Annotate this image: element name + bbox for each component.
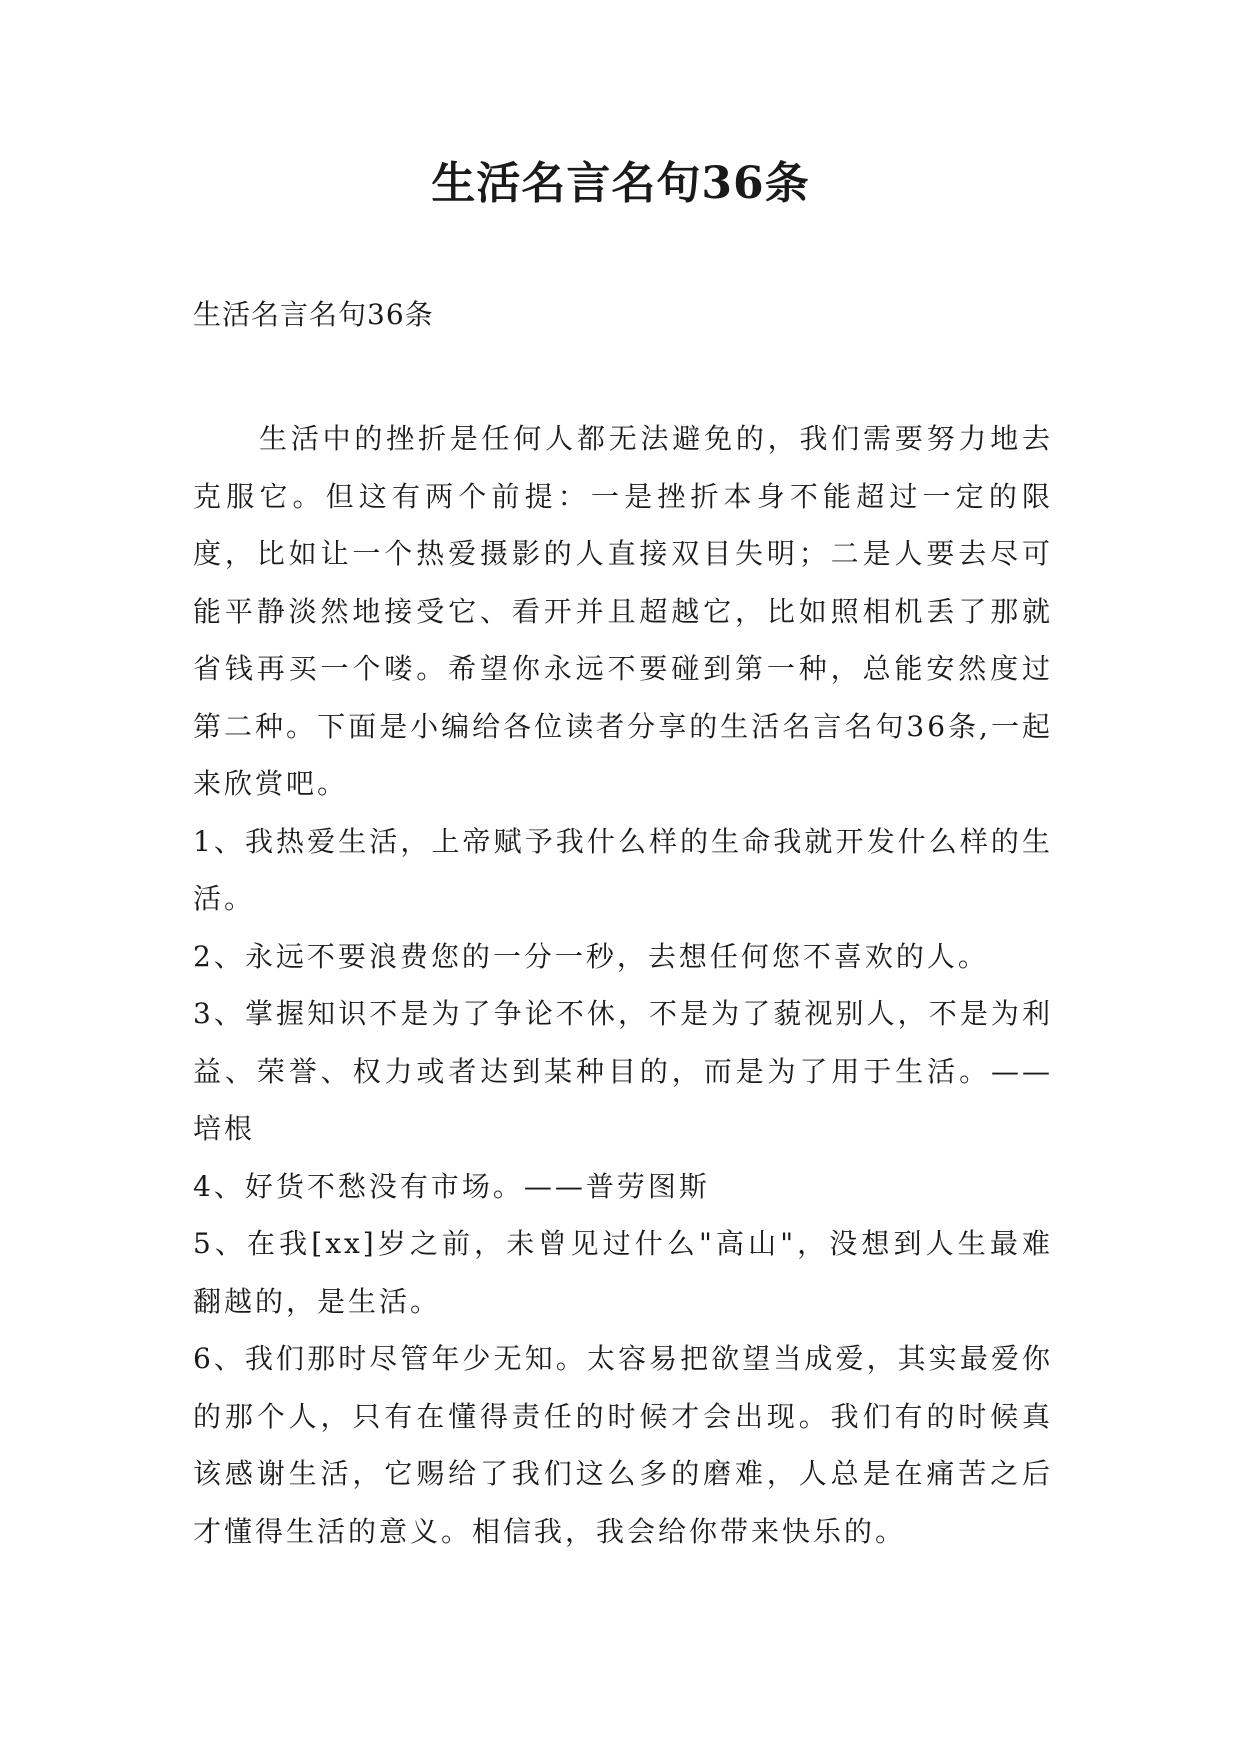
quote-item-2: 2、永远不要浪费您的一分一秒，去想任何您不喜欢的人。 xyxy=(193,939,989,973)
document-subtitle: 生活名言名句36条 xyxy=(193,298,434,331)
quote-item-1: 1、我热爱生活，上帝赋予我什么样的生命我就开发什么样的生活。 xyxy=(193,824,1053,915)
quote-item-6: 6、我们那时尽管年少无知。太容易把欲望当成爱，其实最爱你的那个人，只有在懂得责任的时候才会出现。我们有的时候真该感谢生活，它赐给了我们这么多的磨难，人总是在痛苦之后才懂得生活的意义。相信我，我会给你带来快乐的。 xyxy=(193,1342,1053,1548)
quote-item-4: 4、好货不愁没有市场。——普劳图斯 xyxy=(193,1169,710,1203)
document-body xyxy=(193,410,1053,1560)
quote-item-5: 5、在我[xx]岁之前，未曾见过什么"高山"，没想到人生最难翻越的，是生活。 xyxy=(193,1227,1053,1318)
quote-item-3: 3、掌握知识不是为了争论不休，不是为了藐视别人，不是为利益、荣誉、权力或者达到某种目的，而是为了用于生活。—— 培根 xyxy=(193,997,1053,1145)
document-title: 生活名言名句36条 xyxy=(431,158,810,209)
intro-paragraph: 生活中的挫折是任何人都无法避免的，我们需要努力地去克服它。但这有两个前提：一是挫折本身不能超过一定的限度，比如让一个热爱摄影的人直接双目失明；二是人要去尽可能平静淡然地接受它、看开并且超越它，比如照相机丢了那就省钱再买一个喽。希望你永远不要碰到第一种，总能安然度过第二种。下面是小编给各位读者分享的生活名言名句36条,一起来欣赏吧。 xyxy=(193,422,1053,800)
